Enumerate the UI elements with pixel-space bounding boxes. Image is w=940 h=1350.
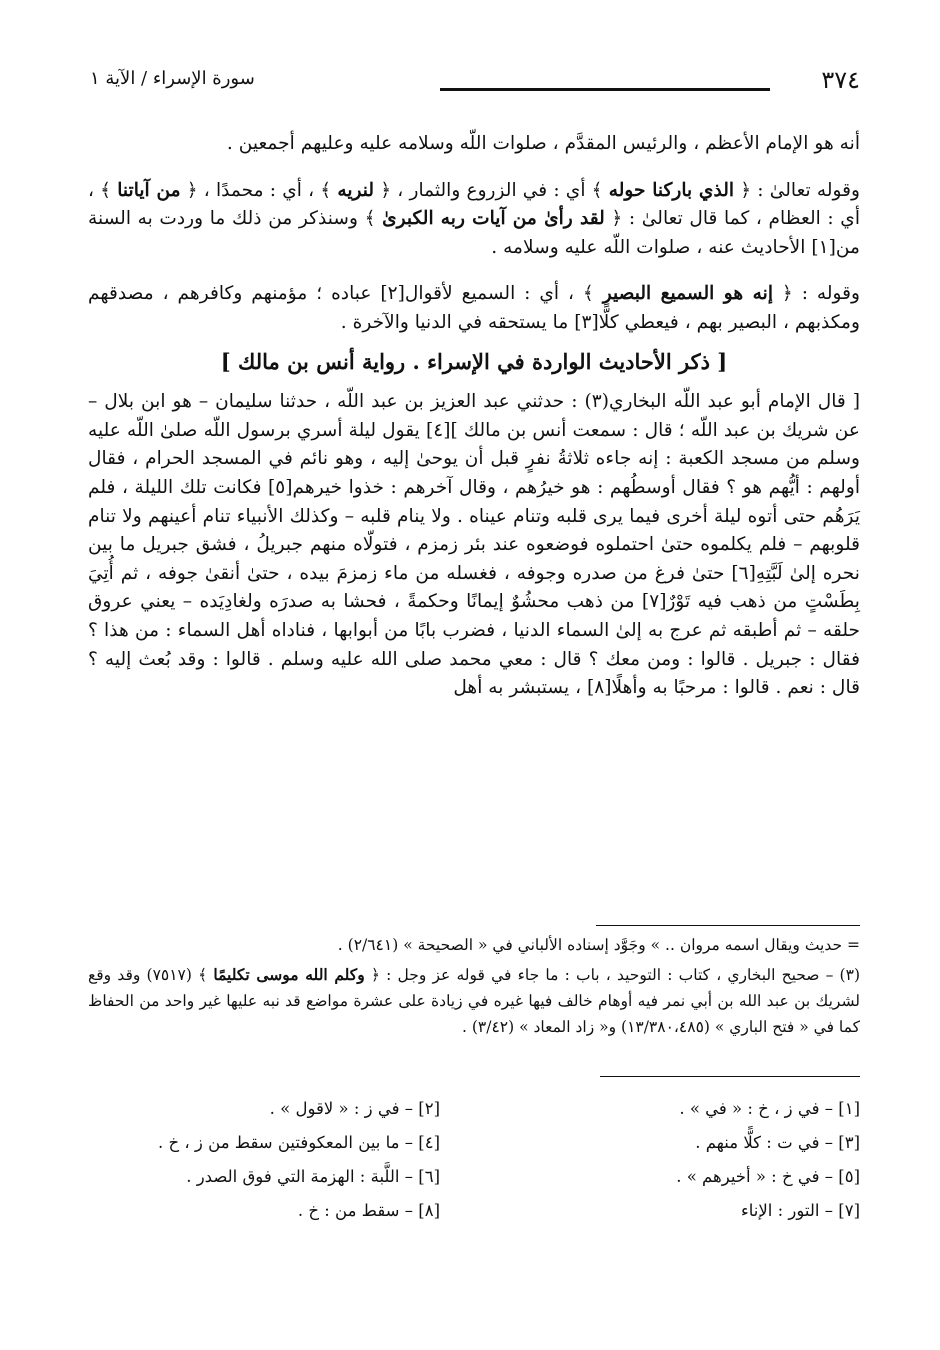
- paragraph-2: [88, 177, 860, 263]
- note-7: [٧] – التور : الإناء: [741, 1201, 860, 1220]
- quran-quote-3: من آياتنا: [117, 179, 181, 201]
- note-1: [١] – في ز ، خ : « في » .: [679, 1099, 860, 1118]
- variant-notes: [88, 1092, 860, 1242]
- note-3: [٣] – في ت : كلًّا منهم .: [695, 1133, 860, 1152]
- paragraph-3: [88, 280, 860, 337]
- note-5: [٥] – في خ : « أخيرهم » .: [676, 1167, 860, 1186]
- quran-quote-1: الذي باركنا حوله: [608, 179, 735, 201]
- quran-quote-2: لنريه: [337, 179, 375, 201]
- p2-c: ﴾ أي : في الزروع والثمار ، ﴿: [374, 179, 609, 201]
- p2-e: ﴾ ، أي : محمدًا ، ﴿: [180, 179, 338, 201]
- paragraph-1: أنه هو الإمام الأعظم ، والرئيس المقدَّم ، صلوات اللّه وسلامه عليه وعليهم أجمعين .: [226, 133, 860, 154]
- p3-a: وقوله : ﴿: [772, 283, 860, 305]
- footnote-rule-top: [596, 925, 860, 926]
- footnotes-section: [88, 932, 860, 1044]
- fn3-quote: وكلم الله موسى تكليمًا: [213, 965, 365, 984]
- note-6: [٦] – اللَّبة : الهزمة التي فوق الصدر .: [186, 1167, 440, 1186]
- p2-a: وقوله تعالىٰ : ﴿: [734, 179, 860, 201]
- header-rule: [440, 88, 770, 91]
- footnote-rule-bottom: [600, 1076, 860, 1077]
- p2-g: ﴾ ، أي : العظام ، كما قال تعالىٰ : ﴿: [88, 179, 860, 230]
- quran-quote-5: إنه هو السميع البصير: [602, 283, 773, 305]
- fn3-a: (٣) – صحيح البخاري ، كتاب : التوحيد ، باب : ما جاء في قوله عز وجل : ﴿: [364, 966, 860, 984]
- main-text: [88, 130, 860, 721]
- quran-quote-4: لقد رأىٰ من آيات ربه الكبرىٰ: [382, 208, 605, 230]
- paragraph-4: [ قال الإمام أبو عبد اللّه البخاري(٣) : حدثني عبد العزيز بن عبد اللّه ، حدثنا سليمان – هو ابن بلال – عن شريك بن عبد اللّه ؛ قال : سمعت أنس بن مالك ][٤] يقول ليلة أسري برسول اللّه صلىٰ اللّه عليه وسلم من مسجد الكعبة : إنه جاءه ثلاثةُ نفرٍ قبل أن يوحىٰ إليه ، وهو نائم في المسجد الحرام ، فقال أولهم : أيُّهم هو ؟ فقال أوسطُهم : هو خيرُهم ، وقال آخرهم : خذوا خيرهم[٥] فكانت تلك الليلة ، فلم يَرَهُم حتى أتوه ليلة أخرى فيما يرى قلبه وتنام عيناه . ولا ينام قلبه – وكذلك الأنبياء تنام أعينهم ولا تنام قلوبهم – فلم يكلموه حتىٰ احتملوه فوضعوه عند بئر زمزم ، فتولّاه منهم جبريلُ ، فشق جبريل ما بين نحره إلىٰ لَبَّتِهِ[٦] حتىٰ فرغ من صدره وجوفه ، فغسله من ماء زمزمَ بيده ، حتىٰ أنقىٰ جوفه ، ثم أُتِيَ بِطَسْتٍ من ذهب فيه تَوْرٌ[٧] من ذهب محشُوٌ إيمانًا وحكمةً ، فحشا به صدرَه ولغادِيَده – يعني عروق حلقه – ثم أطبقه ثم عرج به إلىٰ السماء الدنيا ، فضرب بابًا من أبوابها ، فناداه أهل السماء : من هذا ؟ فقال : جبريل . قالوا : ومن معك ؟ قال : معي محمد صلى الله عليه وسلم . قالوا : وقد بُعث إليه ؟ قال : نعم . قالوا : مرحبًا به وأهلًا[٨] ، يستبشر به أهل: [88, 391, 861, 699]
- p2-i: ﴾ وسنذكر من ذلك ما وردت به السنة من[١] الأحاديث عنه ، صلوات اللّه عليه وسلامه .: [88, 208, 860, 258]
- note-8: [٨] – سقط من : خ .: [297, 1201, 440, 1220]
- note-4: [٤] – ما بين المعكوفتين سقط من ز ، خ .: [157, 1133, 440, 1152]
- footnote-3: [88, 962, 860, 1040]
- page-header: [90, 62, 860, 102]
- p3-c: ﴾ ، أي : السميع لأقوال[٢] عباده ؛ مؤمنهم وكافرهم ، مصدقهم ومكذبهم ، البصير بهم ، فيعطي كلًّا[٣] ما يستحقه في الدنيا والآخرة .: [88, 283, 860, 333]
- note-2: [٢] – في ز : « لاقول » .: [269, 1099, 440, 1118]
- page-number: ٣٧٤: [821, 66, 860, 94]
- notes-column-left: [40, 1092, 440, 1228]
- footnote-continuation: = حديث ويقال اسمه مروان .. » وجَوَّد إسناده الألباني في « الصحيحة » (٢/٦٤١) .: [337, 936, 860, 954]
- fn3-c: ﴾ (٧٥١٧) وقد وقع لشريك بن عبد الله بن أبي نمر فيه أوهام خالف فيها غيره في زيادة على عشرة مواضع قد نبه عليها غير واحد من الحفاظ كما في « فتح الباري » (١٣/٣٨٠،٤٨٥) و« زاد المعاد » (٣/٤٢) .: [88, 966, 860, 1036]
- surah-title: سورة الإسراء / الآية ١: [90, 68, 255, 89]
- notes-column-right: [460, 1092, 860, 1228]
- section-heading: [ ذكر الأحاديث الواردة في الإسراء . رواية أنس بن مالك ]: [220, 348, 728, 374]
